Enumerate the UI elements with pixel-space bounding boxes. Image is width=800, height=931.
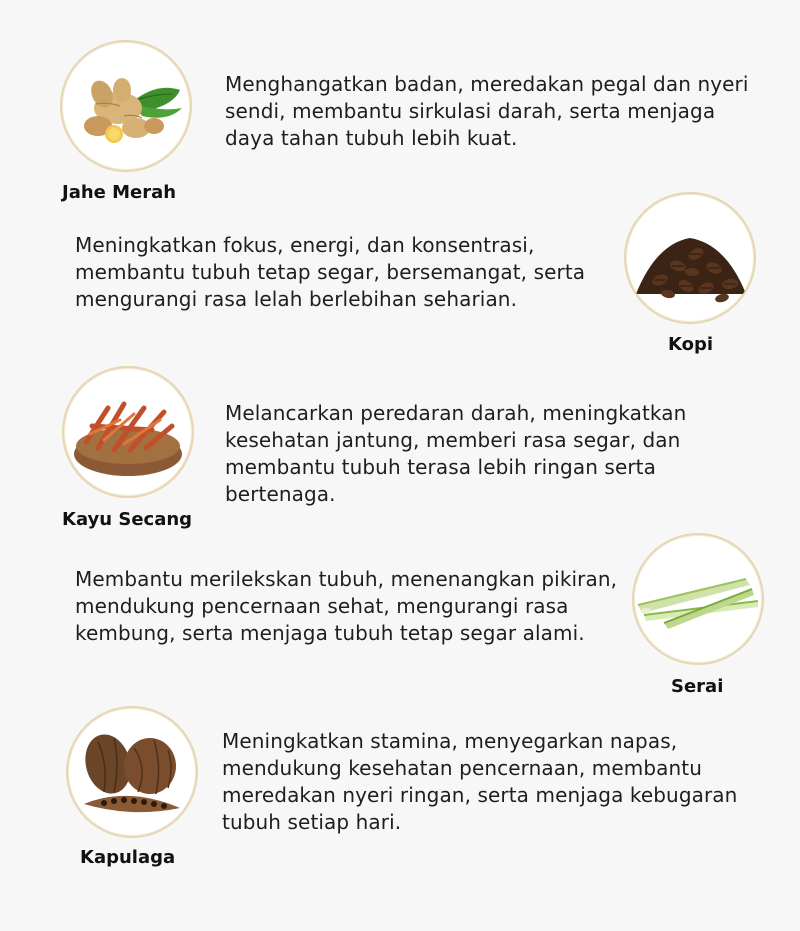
coffee-beans-icon <box>624 192 756 324</box>
ingredient-description-serai: Membantu merilekskan tubuh, menenangkan pikiran, mendukung pencernaan sehat, mengurangi rasa kembung, serta menjaga tubuh tetap segar alami. <box>75 567 618 645</box>
lemongrass-icon <box>632 533 764 665</box>
ingredient-description-jahe-merah: Menghangatkan badan, meredakan pegal dan nyeri sendi, membantu sirkulasi darah, serta menjaga daya tahan tubuh lebih kuat. <box>225 72 749 150</box>
ingredient-description-kopi: Meningkatkan fokus, energi, dan konsentrasi, membantu tubuh tetap segar, bersemangat, serta mengurangi rasa lelah berlebihan seharian. <box>75 233 586 311</box>
ingredient-name-jahe-merah: Jahe Merah <box>62 182 177 203</box>
ingredient-description-kayu-secang: Melancarkan peredaran darah, meningkatkan kesehatan jantung, memberi rasa segar, dan membantu tubuh terasa lebih ringan serta bertenaga. <box>225 401 687 506</box>
ginger-icon <box>60 40 192 172</box>
cardamom-icon <box>66 706 198 838</box>
ingredient-name-serai: Serai <box>671 676 724 697</box>
ingredient-name-kopi: Kopi <box>668 334 714 355</box>
ingredient-name-kapulaga: Kapulaga <box>80 847 176 868</box>
ingredient-name-kayu-secang: Kayu Secang <box>62 509 193 530</box>
ingredient-description-kapulaga: Meningkatkan stamina, menyegarkan napas, mendukung kesehatan pencernaan, membantu meredakan nyeri ringan, serta menjaga kebugaran tubuh setiap hari. <box>222 729 738 834</box>
sappan-wood-icon <box>62 366 194 498</box>
